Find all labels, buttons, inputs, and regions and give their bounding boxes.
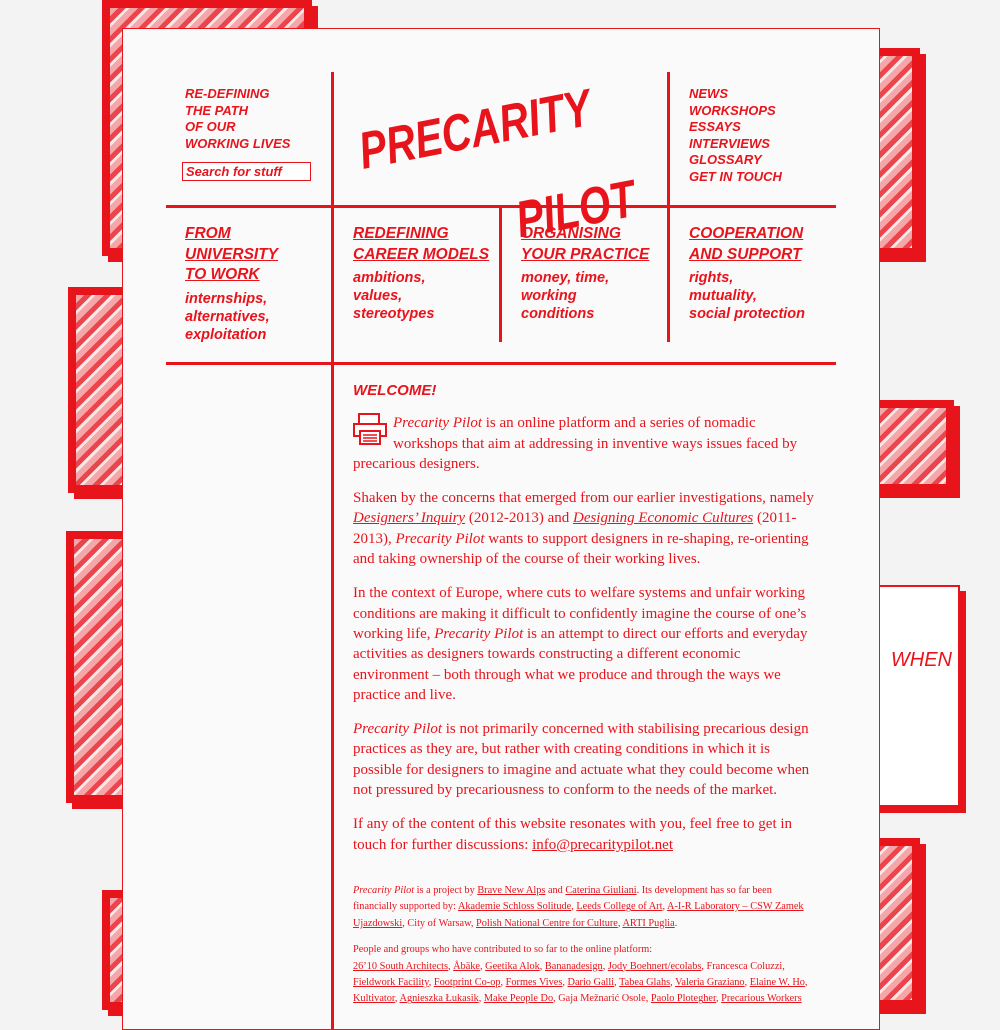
category-link[interactable] [521,224,671,265]
category-sub-line: internships, [185,290,268,307]
tagline-line: WORKING LIVES [185,135,291,151]
category-redefining-career-models [353,224,503,323]
email-link[interactable]: info@precaritypilot.net [532,836,673,853]
category-subtitle [689,269,839,323]
logo-line-1: PRECARITY [354,87,653,181]
contributor-link[interactable]: Bananadesign [544,960,603,972]
nav-get-in-touch[interactable]: GET IN TOUCH [689,168,782,184]
credits-paragraph: Precarity Pilot is a project by Brave New Alps and Caterina Giuliani. Its development has so far been financially supported by: Akademie Schloss Solitude, Leeds College of Art, A-I-R Laboratory – CSW Zamek Ujazdowski, City of Warsaw, Polish National Centre for Culture, ARTI Puglia. [353,884,804,929]
project-name: Precarity Pilot [393,415,483,432]
contributors-paragraph: People and groups who have contributed to so far to the online platform: 26’10 South Architects, Åbäke, Geetika Alok, Bananadesign, Jody Boehnert/ecolabs, Francesca Coluzzi, Fieldwork Facility, Footprint Co-op, Formes Vives, Dario Galli, Tabea Glahs, Valeria Graziano, Elaine W. Ho, Kultivator, Agnieszka Łukasik, Make People Do, Gaja Mežnarić Osole, Paolo Plotegher, Precarious Workers [353,944,808,1005]
category-sub-line: stereotypes [353,306,435,322]
category-title-line: COOPERATION [689,225,804,242]
nav-essays[interactable]: ESSAYS [689,119,741,134]
nav-interviews[interactable]: INTERVIEWS [689,135,770,151]
category-title-line: FROM [185,225,231,242]
background-photo-card [872,400,954,492]
welcome-section [353,381,818,1018]
paragraph-text: is an attempt to direct our efforts and everyday activities as designers towards constructing a different economic environment – both through what we produce and through the ways we practice and live. [353,625,808,703]
paragraph-text: (2012-2013) and [465,510,573,527]
category-title-line: REDEFINING [353,225,449,242]
caterina-giuliani-link[interactable]: Caterina Giuliani [565,884,637,896]
category-link[interactable] [689,224,839,265]
contributors-intro: People and groups who have contributed to so far to the online platform: [353,944,653,956]
nav-news[interactable]: NEWS [689,86,728,101]
paragraph [353,814,818,855]
category-sub-line: values, [353,288,403,304]
credits [353,883,818,1008]
logo-line-2: PILOT [511,163,653,237]
category-sub-line: exploitation [185,326,267,343]
category-title-line: YOUR PRACTICE [521,245,650,263]
designers-inquiry-link[interactable]: Designers’ Inquiry [353,510,466,527]
category-sub-line: money, time, [521,270,610,286]
contributor-name: Francesca Coluzzi, [706,960,785,972]
category-sub-line: ambitions, [353,270,426,286]
paragraph-text: is an online platform and a series of nomadic workshops that aim at addressing in inventive ways issues faced by precarious designers. [353,415,798,472]
paragraph-text: wants to support designers in re-shaping, re-orienting and taking ownership of the course of their working lives. [353,530,809,568]
supporter-link[interactable]: A-I-R Laboratory – CSW Zamek Ujazdowski [353,901,804,929]
category-link[interactable] [353,224,503,265]
credits-text: . Its development has so far been financially supported by: [353,884,772,913]
brave-new-alps-link[interactable]: Brave New Alps [477,884,546,896]
category-subtitle [353,269,503,323]
project-name: Precarity Pilot [434,625,524,642]
category-title-line: AND SUPPORT [689,245,802,263]
paragraph-text: If any of the content of this website resonates with you, feel free to get in touch for further discussions: [353,816,793,853]
project-name: Precarity Pilot [353,721,443,738]
paragraph [353,719,818,800]
contributor-name: Gaja Mežnarić Osole, [558,993,649,1005]
category-sub-line: rights, [689,270,734,286]
contributor-link[interactable]: Geetika Alok [485,960,540,972]
category-sub-line: mutuality, [689,288,757,304]
category-sub-line: social protection [689,306,806,322]
contributor-link[interactable]: Elaine W. Ho [749,976,805,988]
category-sub-line: conditions [521,306,595,322]
supporter-link[interactable]: Polish National Centre for Culture [476,917,618,929]
background-word: WHEN [890,649,952,671]
intro-paragraph [353,413,818,474]
paragraph [353,583,818,705]
category-sub-line: alternatives, [185,308,270,325]
contributor-link[interactable]: Formes Vives [505,976,563,988]
credits-text: , City of Warsaw, [402,917,476,929]
paragraph [353,488,818,569]
nav-workshops[interactable]: WORKSHOPS [689,102,776,118]
contributor-link[interactable]: Precarious Workers [721,993,802,1005]
tagline-line: RE-DEFINING [185,86,270,101]
contributor-link[interactable]: Paolo Plotegher [650,993,716,1005]
printer-icon[interactable] [353,413,387,445]
category-cooperation-and-support [689,224,839,323]
site-logo[interactable] [353,87,653,237]
credits-text: is a project by [414,884,478,896]
category-subtitle [185,290,335,344]
category-link[interactable] [185,224,335,286]
contributor-link[interactable]: Fieldwork Facility [353,976,429,988]
paragraph-text: Shaken by the concerns that emerged from our earlier investigations, namely [353,490,814,507]
category-university-to-work [185,224,335,344]
contributor-link[interactable]: Agnieszka Łukasik [399,993,479,1005]
credits-text: and [545,884,566,896]
contributor-link[interactable]: Valeria Graziano [675,976,745,988]
project-name: Precarity Pilot [353,884,415,896]
category-subtitle [521,269,671,323]
category-sub-line: working [521,288,577,304]
contributor-link[interactable]: Make People Do [483,993,554,1005]
category-organising-your-practice [521,224,671,323]
contributor-link[interactable]: Åbäke [453,960,480,972]
category-title-line: UNIVERSITY [185,245,279,263]
project-name: Precarity Pilot [395,530,485,547]
supporter-link[interactable]: Leeds College of Art [576,901,663,913]
contributor-link[interactable]: Kultivator [353,993,395,1005]
contributor-link[interactable]: Tabea Glahs [619,976,671,988]
contributor-link[interactable]: Footprint Co-op [433,976,501,988]
search-input[interactable] [182,162,311,181]
divider [331,72,334,1029]
contributor-link[interactable]: 26’10 South Architects [353,960,448,972]
supporter-link[interactable]: Akademie Schloss Solitude [457,901,572,913]
paragraph-text: is not primarily concerned with stabilising precarious design practices as they are, but rather with creating conditions in which it is possible for designers to imagine and actuate what they could become when not pressured by precariousness to conform to the needs of the market. [353,721,810,799]
paragraph-text: In the context of Europe, where cuts to welfare systems and unfair working conditions are making it difficult to confidently imagine the course of one’s working life, [353,585,807,642]
contributor-link[interactable]: Dario Galli [567,976,615,988]
supporter-link[interactable]: ARTI Puglia [622,917,675,929]
welcome-heading: WELCOME! [353,382,437,399]
category-title-line: TO WORK [185,266,260,283]
contributor-link[interactable]: Jody Boehnert/ecolabs [607,960,702,972]
category-title-line: ORGANISING [521,225,621,242]
tagline-line: OF OUR [185,119,236,134]
category-title-line: CAREER MODELS [353,245,490,263]
nav-glossary[interactable]: GLOSSARY [689,152,762,167]
main-panel [122,28,880,1030]
paragraph-text: (2011-2013), [353,510,797,547]
divider [166,362,836,365]
tagline-line: THE PATH [185,102,249,118]
tagline [185,86,290,152]
main-nav [689,86,782,185]
designing-economic-cultures-link[interactable]: Designing Economic Cultures [572,510,754,527]
